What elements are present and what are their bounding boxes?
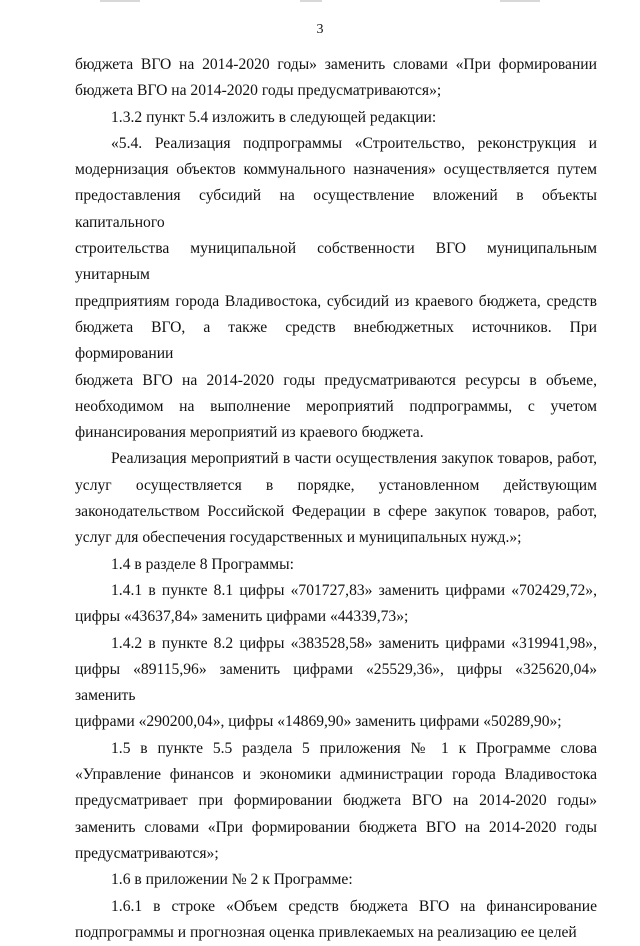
paragraph-2-line-1: 1.3.2 пункт 5.4 изложить в следующей редакции: [111,108,437,126]
paragraph-7-line-1: 1.4.2 в пункте 8.2 цифры «383528,58» заменить цифрами «319941,98», [111,634,597,652]
paragraph-8-line-5: предусматриваются»; [75,844,219,862]
paragraph-3-line-4: строительства муниципальной собственности ВГО муниципальным унитарным [75,240,597,284]
document-body [75,52,597,946]
paragraph-3-line-5: предприятиям города Владивостока, субсидий из краевого бюджета, средств [75,292,597,310]
paragraph-3-line-1: «5.4. Реализация подпрограммы «Строительство, реконструкция и [111,134,597,152]
paragraph-3-line-8: необходимом на выполнение мероприятий подпрограммы, с учетом [75,397,597,415]
paragraph-3-line-6: бюджета ВГО, а также средств внебюджетных источников. При формировании [75,318,597,363]
paragraph-7-line-2: цифры «89115,96» заменить цифрами «25529,36», цифры «325620,04» заменить [75,660,597,705]
paragraph-1-line-1: бюджета ВГО на 2014-2020 годы» заменить словами «При формировании [75,56,597,73]
paragraph-6-line-2: цифры «43637,84» заменить цифрами «44339,73»; [75,608,409,626]
paragraph-4-line-4: услуг для обеспечения государственных и муниципальных нужд.»; [75,529,522,547]
paragraph-10-line-1: 1.6.1 в строке «Объем средств бюджета ВГО на финансирование [111,897,597,915]
page-number: 3 [316,22,324,37]
paragraph-3-line-9: финансирования мероприятий из краевого бюджета. [75,424,424,442]
paragraph-8-line-1: 1.5 в пункте 5.5 раздела 5 приложения № 1 к Программе слова [111,739,597,757]
paragraph-8-line-4: заменить словами «При формировании бюджета ВГО на 2014-2020 годы [75,818,597,836]
top-scan-marks [0,0,640,6]
paragraph-1-line-2: бюджета ВГО на 2014-2020 годы предусматриваются»; [75,82,442,100]
paragraph-8-line-2: «Управление финансов и экономики администрации города Владивостока [75,766,597,784]
paragraph-4-line-3: законодательством Российской Федерации в сфере закупок товаров, работ, [75,503,597,521]
paragraph-7-line-3: цифрами «290200,04», цифры «14869,90» заменить цифрами «50289,90»; [75,713,562,731]
paragraph-3-line-7: бюджета ВГО на 2014-2020 годы предусматриваются ресурсы в объеме, [75,371,597,389]
paragraph-3-line-3: предоставления субсидий на осуществление вложений в объекты капитального [75,187,597,231]
paragraph-3-line-2: модернизация объектов коммунального назначения» осуществляется путем [75,161,597,179]
paragraph-8-line-3: предусматривает при формировании бюджета ВГО на 2014-2020 годы» [75,792,597,810]
paragraph-6-line-1: 1.4.1 в пункте 8.1 цифры «701727,83» заменить цифрами «702429,72», [111,581,597,599]
paragraph-10-line-2: подпрограммы и прогнозная оценка привлекаемых на реализацию ее целей [75,923,577,941]
paragraph-4-line-2: услуг осуществляется в порядке, установленном действующим [75,476,597,494]
paragraph-4-line-1: Реализация мероприятий в части осуществления закупок товаров, работ, [111,450,597,468]
paragraph-9-line-1: 1.6 в приложении № 2 к Программе: [111,871,353,889]
paragraph-5-line-1: 1.4 в разделе 8 Программы: [111,555,294,573]
